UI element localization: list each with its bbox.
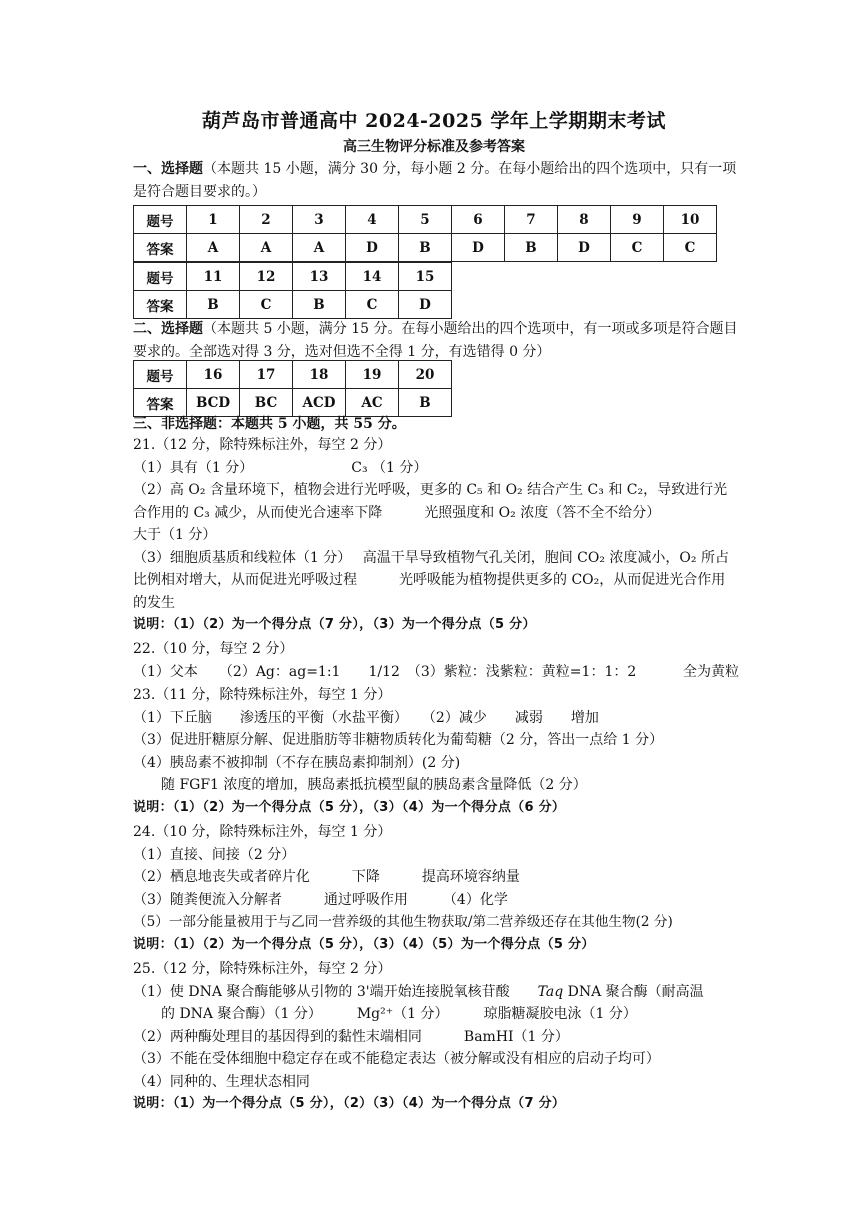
answer-cell: C	[240, 291, 293, 319]
q25-line4: （4）同种的、生理状态相同	[133, 1073, 310, 1090]
q25-l1: （1）使 DNA 聚合酶能够从引物的 3'端开始连接脱氧核苷酸	[133, 983, 538, 1000]
q24-line2: （2）栖息地丧失或者碎片化 下降 提高环境容纳量	[133, 869, 520, 885]
answer-table-2	[133, 262, 452, 319]
q21-block	[133, 434, 739, 637]
q22-block	[133, 638, 739, 683]
question-number: 6	[452, 206, 505, 234]
q25-line1	[133, 981, 739, 1004]
question-number: 13	[293, 263, 346, 291]
q21-head: 21.（12 分，除特殊标注外，每空 2 分）	[133, 437, 392, 453]
q24-head: 24.（10 分，除特殊标注外，每空 1 分）	[133, 824, 392, 840]
q24-block	[133, 821, 739, 956]
section1-header: 一、选择题	[133, 161, 203, 177]
q21-l1a: （1）具有（1 分）	[133, 459, 254, 476]
q25-head: 25.（12 分，除特殊标注外，每空 2 分）	[133, 961, 392, 977]
q24-line4: （5）一部分能量被用于与乙同一营养级的其他生物获取/第二营养级还存在其他生物(2 分)	[133, 914, 673, 930]
q23-note: 说明：（1）（2）为一个得分点（5 分），（3）（4）为一个得分点（6 分）	[133, 799, 566, 815]
q22-l1: （1）父本 （2）Ag：ag=1:1 1/12 （3）紫粒：浅紫粒：黄粒=1：1：2	[133, 663, 637, 680]
q21-l1b: C₃ （1 分）	[351, 459, 428, 476]
answer-cell: A	[293, 234, 346, 262]
question-number: 11	[187, 263, 240, 291]
q21-line2b: 大于（1 分）	[133, 527, 217, 543]
question-number: 16	[187, 361, 240, 389]
q23-line1: （1）下丘脑 渗透压的平衡（水盐平衡） （2）减少 减弱 增加	[133, 709, 599, 726]
row-label-question: 题号	[134, 361, 187, 389]
section2-header: 二、选择题	[133, 321, 203, 337]
q23-line4: 随 FGF1 浓度的增加，胰岛素抵抗模型鼠的胰岛素含量降低（2 分）	[161, 777, 587, 793]
answer-cell: D	[452, 234, 505, 262]
q25-line3: （3）不能在受体细胞中稳定存在或不能稳定表达（被分解或没有相应的启动子均可）	[133, 1051, 660, 1067]
answer-cell: C	[664, 234, 717, 262]
q25-note: 说明：（1）为一个得分点（5 分），（2）（3）（4）为一个得分点（7 分）	[133, 1096, 566, 1111]
page-subtitle: 高三生物评分标准及参考答案	[343, 139, 525, 155]
question-number: 20	[399, 361, 452, 389]
section2-desc: （本题共 5 小题，满分 15 分。在每小题给出的四个选项中，有一项或多项是符合题目要求的。全部选对得 3 分，选对但选不全得 1 分，有选错得 0 分）	[133, 321, 738, 360]
q24-note: 说明：（1）（2）为一个得分点（5 分），（3）（4）（5）为一个得分点（5 分）	[133, 936, 595, 952]
q23-line2: （3）促进肝糖原分解、促进脂肪等非糖物质转化为葡萄糖（2 分，答出一点给 1 分）	[133, 732, 664, 748]
question-number: 7	[505, 206, 558, 234]
q22-l1b: 全为黄粒	[683, 663, 739, 680]
table-row	[134, 234, 717, 262]
row-label-answer: 答案	[134, 389, 187, 417]
answer-cell: B	[399, 389, 452, 417]
answer-cell: B	[399, 234, 452, 262]
question-number: 9	[611, 206, 664, 234]
question-number: 1	[187, 206, 240, 234]
answer-cell: B	[293, 291, 346, 319]
table-row	[134, 263, 452, 291]
answer-table-3	[133, 360, 452, 417]
q23-line3: （4）胰岛素不被抑制（不存在胰岛素抑制剂）(2 分)	[133, 754, 461, 771]
answer-cell: D	[399, 291, 452, 319]
question-number: 2	[240, 206, 293, 234]
section1-desc: （本题共 15 小题，满分 30 分，每小题 2 分。在每小题给出的四个选项中，只有一项是符合题目要求的。）	[133, 161, 737, 200]
answer-cell: ACD	[293, 389, 346, 417]
question-number: 15	[399, 263, 452, 291]
question-number: 5	[399, 206, 452, 234]
row-label-answer: 答案	[134, 291, 187, 319]
section2-intro	[133, 318, 739, 363]
q21-line1	[133, 457, 739, 480]
question-number: 8	[558, 206, 611, 234]
q21-line2: （2）高 O₂ 含量环境下，植物会进行光呼吸，更多的 C₅ 和 O₂ 结合产生 C₃ 和 C₂，导致进行光合作用的 C₃ 减少，从而使光合速率下降 光照强度和 O₂ 浓度（答不全不给分）	[133, 482, 728, 521]
q25-taq: Taq	[537, 983, 564, 1000]
q21-line3: （3）细胞质基质和线粒体（1 分） 高温干旱导致植物气孔关闭，胞间 CO₂ 浓度减小，O₂ 所占比例相对增大，从而促进光呼吸过程 光呼吸能为植物提供更多的 CO₂，从而促进光合作用的发生	[133, 549, 729, 611]
answer-cell: D	[558, 234, 611, 262]
question-number: 3	[293, 206, 346, 234]
q24-line3: （3）随粪便流入分解者 通过呼吸作用 （4）化学	[133, 891, 508, 908]
table-row	[134, 291, 452, 319]
table-row	[134, 361, 452, 389]
answer-cell: AC	[346, 389, 399, 417]
question-number: 12	[240, 263, 293, 291]
page-title: 葫芦岛市普通高中 2024-2025 学年上学期期末考试	[202, 110, 666, 132]
section3-header: 三、非选择题：本题共 5 小题，共 55 分。	[133, 416, 406, 432]
row-label-answer: 答案	[134, 234, 187, 262]
q21-note: 说明：（1）（2）为一个得分点（7 分），（3）为一个得分点（5 分）	[133, 617, 536, 632]
q25-block	[133, 958, 739, 1116]
section1-intro	[133, 158, 739, 203]
question-number: 18	[293, 361, 346, 389]
question-number: 14	[346, 263, 399, 291]
q25-l1c: DNA 聚合酶（耐高温	[563, 983, 704, 1000]
question-number: 10	[664, 206, 717, 234]
q25-line1d: 的 DNA 聚合酶）（1 分） Mg²⁺（1 分） 琼脂糖凝胶电泳（1 分）	[161, 1006, 637, 1022]
table-row	[134, 206, 717, 234]
answer-cell: C	[346, 291, 399, 319]
row-label-question: 题号	[134, 263, 187, 291]
answer-cell: B	[505, 234, 558, 262]
answer-table-1	[133, 205, 717, 262]
q25-line2: （2）两种酶处理目的基因得到的黏性末端相同 BamHI（1 分）	[133, 1028, 569, 1045]
question-number: 19	[346, 361, 399, 389]
q22-head: 22.（10 分，每空 2 分）	[133, 641, 294, 657]
q23-head: 23.（11 分，除特殊标注外，每空 1 分）	[133, 687, 392, 703]
answer-cell: A	[240, 234, 293, 262]
answer-cell: A	[187, 234, 240, 262]
q23-block	[133, 684, 739, 819]
q22-line1	[133, 661, 739, 684]
answer-cell: B	[187, 291, 240, 319]
question-number: 17	[240, 361, 293, 389]
answer-cell: D	[346, 234, 399, 262]
q24-line1: （1）直接、间接（2 分）	[133, 846, 296, 863]
answer-cell: C	[611, 234, 664, 262]
answer-cell: BCD	[187, 389, 240, 417]
row-label-question: 题号	[134, 206, 187, 234]
answer-cell: BC	[240, 389, 293, 417]
question-number: 4	[346, 206, 399, 234]
